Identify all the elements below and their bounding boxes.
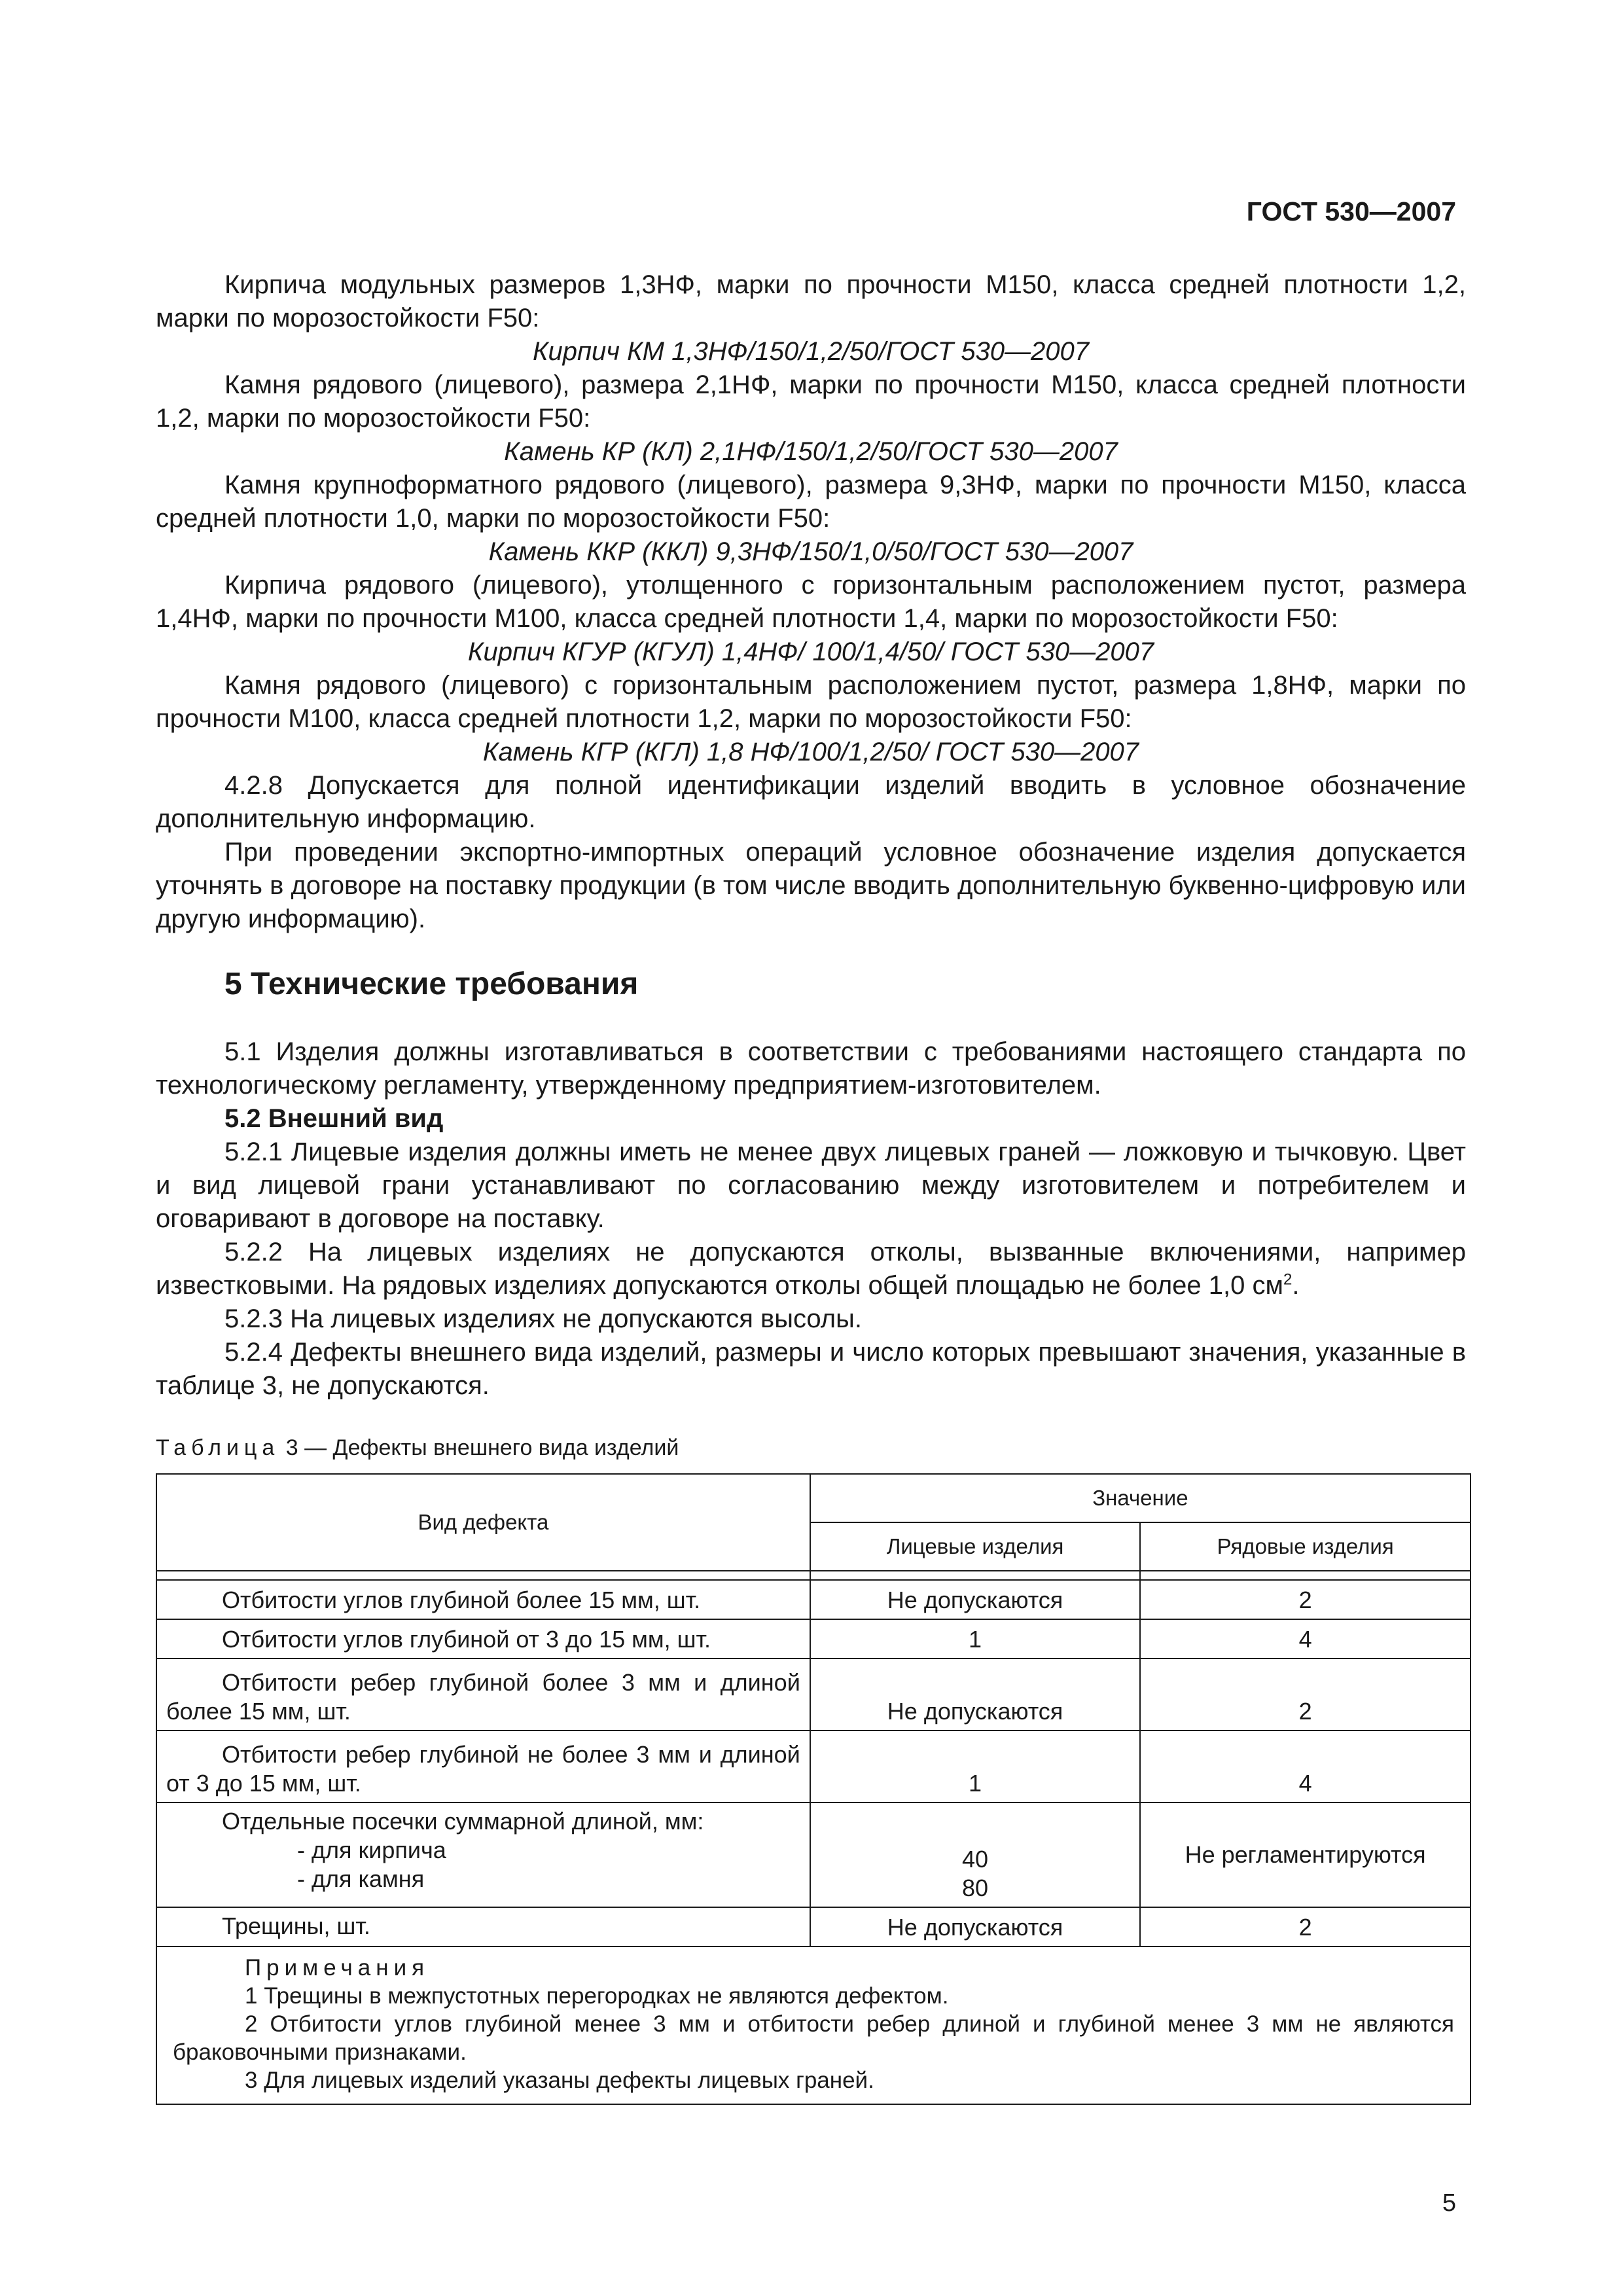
example-designation: Кирпич КМ 1,3НФ/150/1,2/50/ГОСТ 530—2007: [532, 337, 1090, 366]
note-item: 1 Трещины в межпустотных перегородках не являются дефектом.: [245, 1983, 949, 2009]
example-designation: Камень КР (КЛ) 2,1НФ/150/1,2/50/ГОСТ 530—2007: [504, 437, 1118, 466]
face-cell: 80: [962, 1874, 989, 1901]
defect-cell: Отдельные посечки суммарной длиной, мм:: [222, 1808, 704, 1835]
header-face: Лицевые изделия: [810, 1522, 1141, 1571]
defect-cell: Трещины, шт.: [222, 1912, 370, 1939]
face-cell: 1: [810, 1619, 1141, 1659]
face-cell: Не допускаются: [810, 1907, 1141, 1946]
header-value: Значение: [810, 1474, 1471, 1522]
note-item: 3 Для лицевых изделий указаны дефекты лицевых граней.: [245, 2068, 874, 2093]
paragraph-5-2-2-text: 5.2.2 На лицевых изделиях не допускаются отколы, вызванные включениями, например известковыми. На рядовых изделиях допускаются отколы общей площадью не более 1,0 см: [156, 1238, 1466, 1300]
superscript: 2: [1283, 1270, 1293, 1289]
table-row: [156, 1907, 1471, 1946]
document-body: [156, 268, 1466, 2105]
page-number: 5: [1442, 2189, 1456, 2217]
table-header-row: [156, 1474, 1471, 1522]
defect-cell: Отбитости ребер глубиной более 3 мм и длиной более 15 мм, шт.: [166, 1669, 800, 1725]
example-text: Камня рядового (лицевого) с горизонтальным расположением пустот, размера 1,8НФ, марки по прочности М100, класса средней плотности 1,2, марки по морозостойкости F50:: [156, 671, 1466, 733]
face-cell: Не допускаются: [810, 1659, 1141, 1731]
defect-cell: Отбитости ребер глубиной не более 3 мм и длиной от 3 до 15 мм, шт.: [166, 1741, 800, 1797]
example-text: Камня крупноформатного рядового (лицевого), размера 9,3НФ, марки по прочности М150, класса средней плотности 1,0, марки по морозостойкости F50:: [156, 471, 1466, 533]
paragraph-export: При проведении экспортно-импортных операций условное обозначение изделия допускается уточнять в договоре на поставку продукции (в том числе вводить дополнительную буквенно-цифровую или другую информацию).: [156, 838, 1466, 933]
ordinary-cell: 4: [1140, 1619, 1471, 1659]
paragraph-5-2-4: 5.2.4 Дефекты внешнего вида изделий, размеры и число которых превышают значения, указанные в таблице 3, не допускаются.: [156, 1338, 1466, 1400]
table-row: [156, 1580, 1471, 1619]
notes-title: Примечания: [245, 1955, 430, 1981]
defect-subitem: - для кирпича: [297, 1837, 446, 1863]
paragraph-5-1: 5.1 Изделия должны изготавливаться в соответствии с требованиями настоящего стандарта по технологическому регламенту, утвержденному предприятием-изготовителем.: [156, 1037, 1466, 1100]
paragraph-5-2-2: [156, 1236, 1466, 1302]
example-text: Кирпича модульных размеров 1,3НФ, марки по прочности М150, класса средней плотности 1,2, марки по морозостойкости F50:: [156, 270, 1466, 332]
table-row: [156, 1659, 1471, 1731]
table-spacer-row: [156, 1571, 1471, 1580]
header-defect: Вид дефекта: [156, 1474, 810, 1571]
defects-table: [156, 1473, 1471, 2105]
standard-number: ГОСТ 530—2007: [1246, 196, 1456, 226]
table-caption-text: 3 — Дефекты внешнего вида изделий: [279, 1435, 679, 1460]
example-designation: Кирпич КГУР (КГУЛ) 1,4НФ/ 100/1,4/50/ ГОСТ 530—2007: [467, 637, 1154, 666]
table-row: [156, 1731, 1471, 1803]
section-title: 5 Технические требования: [224, 967, 639, 1001]
example-designation: Камень КГР (КГЛ) 1,8 НФ/100/1,2/50/ ГОСТ 530—2007: [482, 738, 1139, 766]
note-item: 2 Отбитости углов глубиной менее 3 мм и отбитости ребер длиной и глубиной менее 3 мм не являются браковочными признаками.: [173, 2011, 1454, 2065]
table-row: [156, 1803, 1471, 1907]
example-text: Кирпича рядового (лицевого), утолщенного с горизонтальным расположением пустот, размера 1,4НФ, марки по прочности М100, класса средней плотности 1,4, марки по морозостойкости F50:: [156, 571, 1466, 633]
defect-cell: Отбитости углов глубиной более 15 мм, шт.: [222, 1587, 701, 1613]
example-text: Камня рядового (лицевого), размера 2,1НФ, марки по прочности М150, класса средней плотности 1,2, марки по морозостойкости F50:: [156, 370, 1466, 433]
defect-cell: Отбитости углов глубиной от 3 до 15 мм, шт.: [222, 1626, 711, 1653]
face-cell: Не допускаются: [810, 1580, 1141, 1619]
face-cell: 40: [962, 1846, 989, 1873]
ordinary-cell: 2: [1140, 1907, 1471, 1946]
ordinary-cell: 4: [1140, 1731, 1471, 1803]
table-caption-prefix: Таблица: [156, 1435, 280, 1460]
face-cell: 1: [810, 1731, 1141, 1803]
ordinary-cell: 2: [1140, 1580, 1471, 1619]
paragraph-4-2-8: 4.2.8 Допускается для полной идентификации изделий вводить в условное обозначение дополнительную информацию.: [156, 771, 1466, 833]
paragraph-5-2-3: 5.2.3 На лицевых изделиях не допускаются высолы.: [224, 1304, 863, 1333]
table-notes-row: [156, 1946, 1471, 2104]
example-designation: Камень ККР (ККЛ) 9,3НФ/150/1,0/50/ГОСТ 530—2007: [488, 537, 1133, 566]
table-caption: [156, 1434, 1466, 1462]
table-row: [156, 1619, 1471, 1659]
header-ordinary: Рядовые изделия: [1140, 1522, 1471, 1571]
ordinary-cell: Не регламентируются: [1140, 1803, 1471, 1907]
heading-5-2: 5.2 Внешний вид: [224, 1104, 444, 1133]
defect-subitem: - для камня: [297, 1865, 425, 1892]
paragraph-5-2-2-end: .: [1292, 1271, 1300, 1300]
paragraph-5-2-1: 5.2.1 Лицевые изделия должны иметь не менее двух лицевых граней — ложковую и тычковую. Цвет и вид лицевой грани устанавливают по согласованию между изготовителем и потребителем и оговаривают в договоре на поставку.: [156, 1138, 1466, 1233]
ordinary-cell: 2: [1140, 1659, 1471, 1731]
